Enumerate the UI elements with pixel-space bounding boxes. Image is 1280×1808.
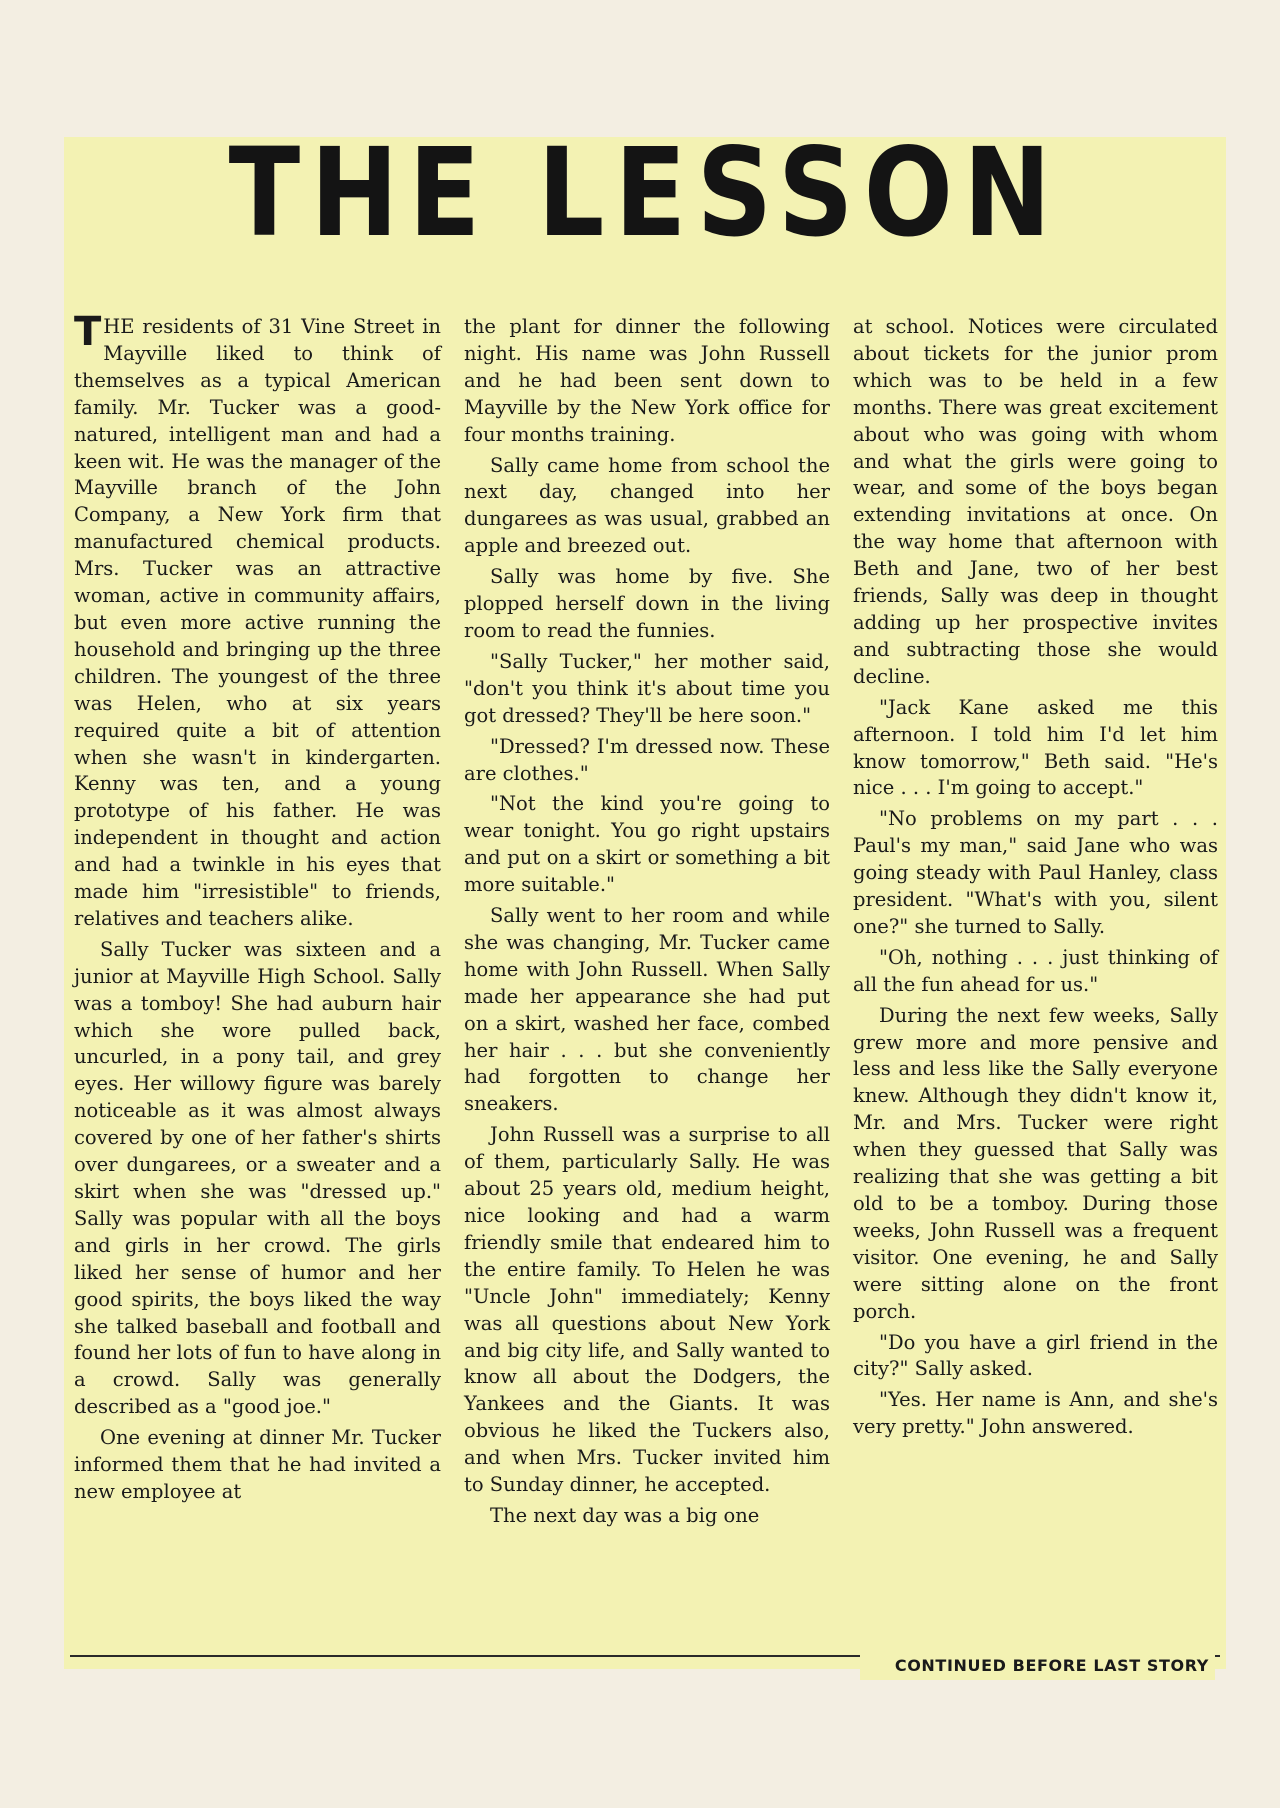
paragraph: Sally Tucker was sixteen and a junior at Mayville High School. Sally was a tomboy! She had auburn hair which she wore pulled back, uncurled, in a pony tail, and grey eyes. Her willowy figure was barely noticeable as it was almost always covered by one of her father's shirts over dungarees, or a sweater and a skirt when she was "dressed up." Sally was popular with all the boys and girls in her crowd. The girls liked her sense of humor and her good spirits, the boys liked the way she talked baseball and football and found her lots of fun to have along in a crowd. Sally was generally described as a "good joe." bbox=[74, 937, 441, 1419]
text-column-1 bbox=[74, 309, 441, 1510]
paragraph: Sally came home from school the next day, changed into her dungarees as was usual, grabbed an apple and breezed out. bbox=[464, 453, 830, 558]
paragraph: "Yes. Her name is Ann, and she's very pretty." John answered. bbox=[853, 1388, 1218, 1439]
paragraph: "No problems on my part . . . Paul's my man," said Jane who was going steady with Paul Hanley, class president. "What's with you, silent one?" she turned to Sally. bbox=[853, 807, 1218, 938]
text-column-2 bbox=[464, 314, 830, 1534]
paragraph: During the next few weeks, Sally grew more and more pensive and less and less like the Sally everyone knew. Although they didn't know it, Mr. and Mrs. Tucker were right when they guessed that Sally was realizing that she was getting a bit old to be a tomboy. During those weeks, John Russell was a frequent visitor. One evening, he and Sally were sitting alone on the front porch. bbox=[853, 1003, 1218, 1323]
paragraph: THE residents of 31 Vine Street in Mayville liked to think of themselves as a typical American family. Mr. Tucker was a good-natured, intelligent man and had a keen wit. He was the manager of the Mayville branch of the John Company, a New York firm that manufactured chemical products. Mrs. Tucker was an attractive woman, active in community affairs, but even more active running the household and bringing up the three children. The youngest of the three was Helen, who at six years required quite a bit of attention when she wasn't in kindergarten. Kenny was ten, and a young prototype of his father. He was independent in thought and action and had a twinkle in his eyes that made him "irresistible" to friends, relatives and teachers alike. bbox=[74, 309, 441, 930]
continued-notice: CONTINUED BEFORE LAST STORY bbox=[860, 1652, 1215, 1680]
paragraph: "Do you have a girl friend in the city?" Sally asked. bbox=[853, 1330, 1218, 1381]
paragraph: "Sally Tucker," her mother said, "don't you think it's about time you got dressed? They'll be here soon." bbox=[464, 649, 830, 727]
paragraph: "Not the kind you're going to wear tonight. You go right upstairs and put on a skirt or something a bit more suitable." bbox=[464, 792, 830, 897]
paragraph: "Dressed? I'm dressed now. These are clothes." bbox=[464, 734, 830, 785]
paragraph: Sally went to her room and while she was changing, Mr. Tucker came home with John Russell. When Sally made her appearance she had put on a skirt, washed her face, combed her hair . . . but she conveniently had forgotten to change her sneakers. bbox=[464, 904, 830, 1116]
paragraph: Sally was home by five. She plopped herself down in the living room to read the funnies. bbox=[464, 565, 830, 642]
story-title: THE LESSON bbox=[228, 122, 1062, 264]
paragraph: One evening at dinner Mr. Tucker informed them that he had invited a new employee at bbox=[74, 1426, 441, 1503]
paragraph: at school. Notices were circulated about tickets for the junior prom which was to be held in a few months. There was great excitement about who was going with whom and what the girls were going to wear, and some of the boys began extending invitations at once. On the way home that afternoon with Beth and Jane, two of her best friends, Sally was deep in thought adding up her prospective invites and subtracting those she would decline. bbox=[853, 315, 1218, 688]
paragraph: The next day was a big one bbox=[490, 1503, 760, 1527]
text-column-3 bbox=[853, 314, 1218, 1445]
paragraph: the plant for dinner the following night. His name was John Russell and he had been sent down to Mayville by the New York office for four months training. bbox=[464, 315, 830, 446]
paragraph: John Russell was a surprise to all of them, particularly Sally. He was about 25 years old, medium height, nice looking and had a warm friendly smile that endeared him to the entire family. To Helen he was "Uncle John" immediately; Kenny was all questions about New York and big city life, and Sally wanted to know all about the Dodgers, the Yankees and the Giants. It was obvious he liked the Tuckers also, and when Mrs. Tucker invited him to Sunday dinner, he accepted. bbox=[464, 1123, 830, 1497]
paragraph: "Jack Kane asked me this afternoon. I told him I'd let him know tomorrow," Beth said. "He's nice . . . I'm going to accept." bbox=[853, 695, 1218, 800]
drop-cap: T bbox=[74, 309, 102, 355]
paragraph: "Oh, nothing . . . just thinking of all the fun ahead for us." bbox=[853, 945, 1218, 996]
